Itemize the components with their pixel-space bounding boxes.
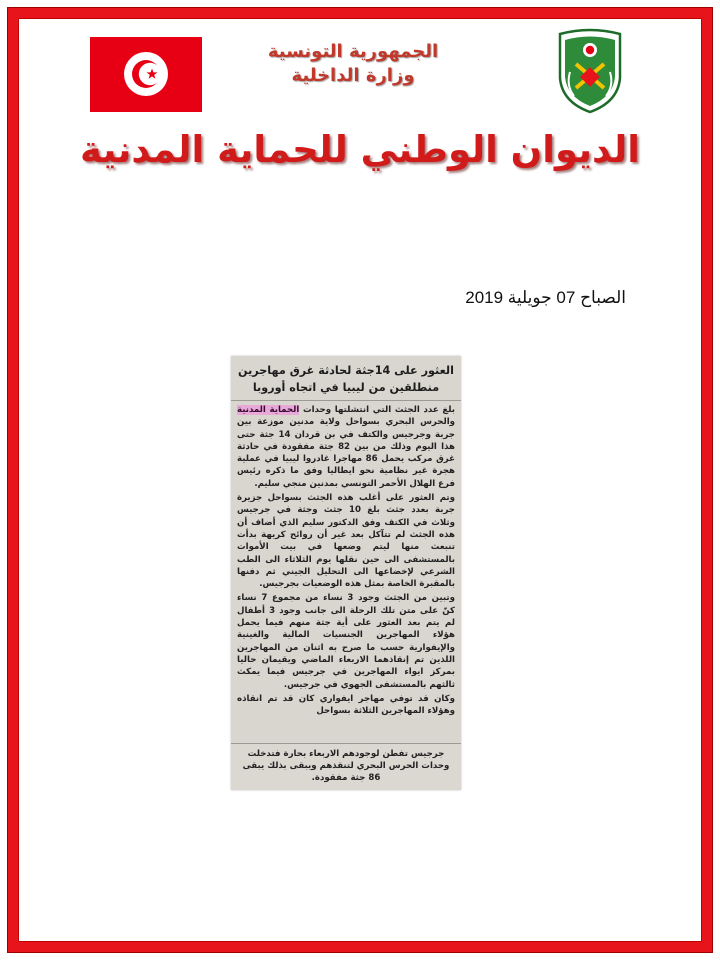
clipping-lead: بلغ عدد الجثث التي انتشلتها وحدات — [303, 405, 455, 415]
crescent-star-icon — [124, 52, 168, 96]
clipping-paragraph: وتم العثور على أغلب هذه الجثث بسواحل جزيرة جربة بعدد جثث بلغ 10 جثث وجثة في جرجيس وثلاث في الكتف وفق الدكتور سليم الذي أضاف أن هذه الجثث لم تتآكل بعد غير أن روائح كريهة بدأت تنبعث منها ليتم وضعها في بيت الأموات بالمستشفى الى حين نقلها يوم الثلاثاء الى الطب الشرعي لإخضاعها الى التحليل الجيني ثم دفنها بالمقبرة الخاصة بمثل هذه الوضعيات بجرجيس. — [237, 493, 455, 590]
newspaper-clipping — [231, 356, 461, 790]
civil-protection-logo — [556, 28, 624, 114]
clipping-paragraph: وكان قد توفي مهاجر ايفواري كان قد تم انقاذه وهؤلاء المهاجرين الثلاثة بسواحل — [237, 693, 455, 717]
clipping-footer: جرجيس تفطن لوجودهم الاربعاء بحارة فتدخلت وحدات الحرس البحري لتنقذهم ويبقى بذلك يبقى 86 جثة مفقودة. — [231, 743, 461, 790]
ministry-label: وزارة الداخلية — [291, 65, 415, 86]
header-ministry-block — [258, 40, 448, 88]
page-title: الديوان الوطني للحماية المدنية — [80, 128, 640, 171]
clipping-body — [231, 401, 461, 717]
shield-icon — [556, 28, 624, 114]
source-date: الصباح 07 جويلية 2019 — [465, 288, 626, 307]
clipping-headline: العثور على 14جثة لحادثة غرق مهاجرين منطلقين من ليبيا في اتجاه أوروبا — [231, 356, 461, 401]
highlighted-term: الحماية المدنية — [237, 405, 300, 415]
republic-label: الجمهورية التونسية — [267, 41, 439, 62]
clipping-paragraph: وتبين من الجثث وجود 3 نساء من مجموع 7 نساء كنّ على متن تلك الرحلة الى جانب وجود 3 أطفال لم يتم بعد العثور على أية جثة منهم فيما يحمل هؤلاء المهاجرين الجنسيات المالية والغينية والإيفوارية حسب ما صرح به اثنان من المهاجرين اللذين تم إنقاذهما الاربعاء الماضي ويقيمان حاليا بمركز ايواء المهاجرين في جرجيس فيما يمكث ثالثهم بالمستشفى الجهوي في جرجيس. — [237, 593, 455, 690]
tunisia-flag — [90, 37, 202, 112]
clipping-lead-cont: والحرس البحري بسواحل ولاية مدنين موزعة بين جربة وجرجيس والكتف في بن قردان 14 جثة حتى هذا اليوم وذلك من بين 82 جثة مفقودة في حادثة غرق مركب يحمل 86 مهاجرا غادروا ليبيا في عملية هجرة غير نظامية نحو ايطاليا وفق ما ذكره رئيس فرع الهلال الأحمر التونسي بمدنين منجي سليم. — [237, 417, 455, 489]
clipping-paragraph — [237, 404, 455, 490]
